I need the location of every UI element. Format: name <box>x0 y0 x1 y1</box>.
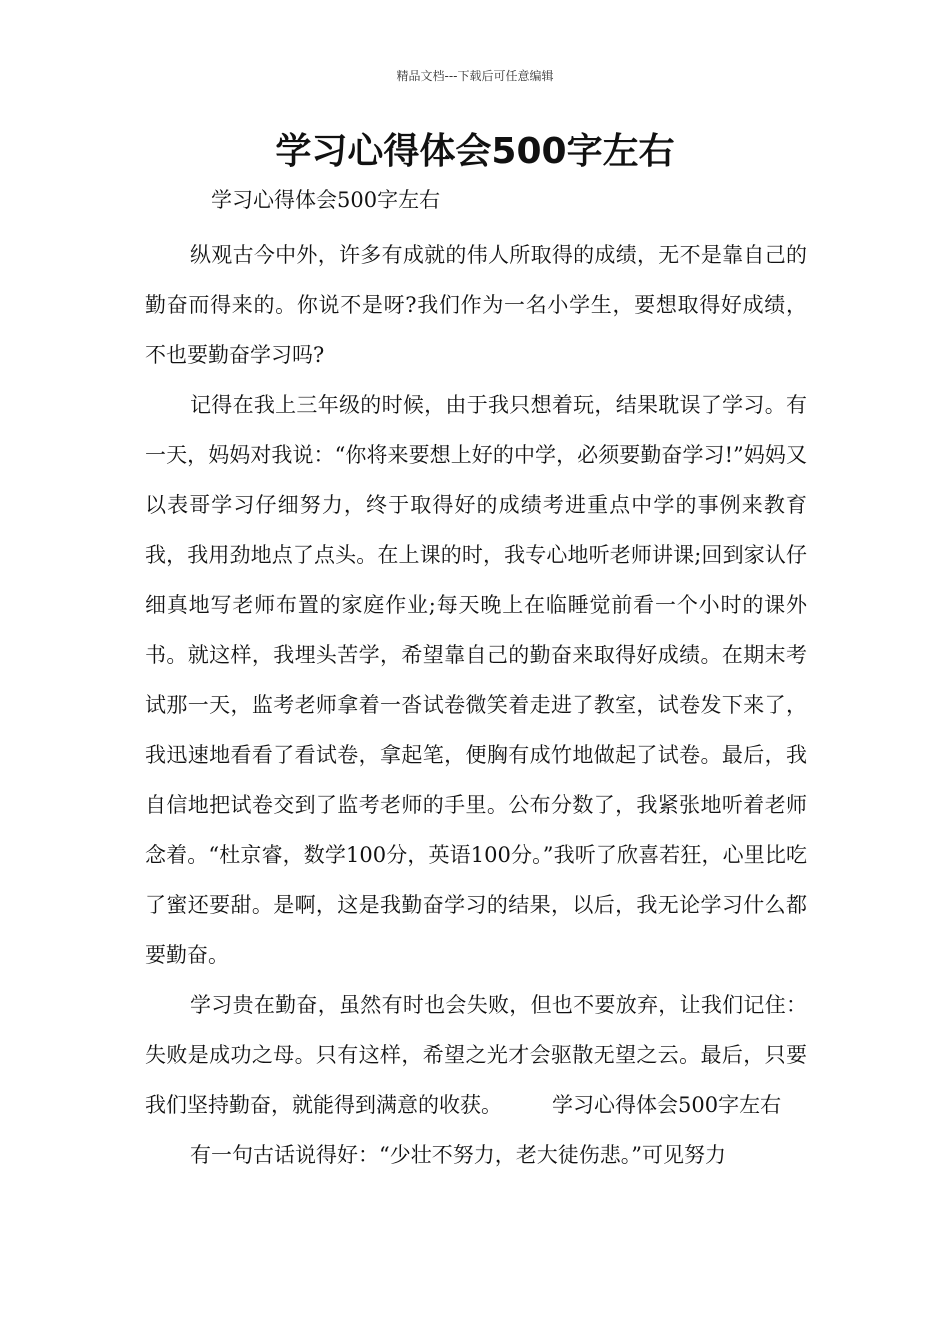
paragraph-2: 记得在我上三年级的时候，由于我只想着玩，结果耽误了学习。有一天，妈妈对我说：“你将来要想上好的中学，必须要勤奋学习!”妈妈又以表哥学习仔细努力，终于取得好的成绩考进重点中学的事例来教育我，我用劲地点了点头。在上课的时，我专心地听老师讲课;回到家认仔细真地写老师布置的家庭作业;每天晚上在临睡觉前看一个小时的课外书。就这样，我埋头苦学，希望靠自己的勤奋来取得好成绩。在期末考试那一天，监考老师拿着一沓试卷微笑着走进了教室，试卷发下来了，我迅速地看看了看试卷，拿起笔，便胸有成竹地做起了试卷。最后，我自信地把试卷交到了监考老师的手里。公布分数了，我紧张地听着老师念着。“杜京睿，数学100分，英语100分。”我听了欣喜若狂，心里比吃了蜜还要甜。是啊，这是我勤奋学习的结果，以后，我无论学习什么都要勤奋。 <box>145 393 807 967</box>
document-subtitle: 学习心得体会500字左右 <box>211 188 441 212</box>
document-title: 学习心得体会500字左右 <box>275 131 675 172</box>
header-note: 精品文档---下载后可任意编辑 <box>396 69 554 83</box>
paragraph-3-text: 学习贵在勤奋，虽然有时也会失败，但也不要放弃，让我们记住：失败是成功之母。只有这样，希望之光才会驱散无望之云。最后，只要我们坚持勤奋，就能得到满意的收获。 <box>145 993 807 1117</box>
paragraph-3 <box>145 980 807 1130</box>
document-body <box>145 230 807 1180</box>
paragraph-1: 纵观古今中外，许多有成就的伟人所取得的成绩，无不是靠自己的勤奋而得来的。你说不是呀?我们作为一名小学生，要想取得好成绩，不也要勤奋学习吗? <box>145 243 807 367</box>
paragraph-4: 有一句古话说得好：“少壮不努力，老大徒伤悲。”可见努力 <box>190 1143 726 1167</box>
inline-section-heading: 学习心得体会500字左右 <box>552 1093 782 1117</box>
